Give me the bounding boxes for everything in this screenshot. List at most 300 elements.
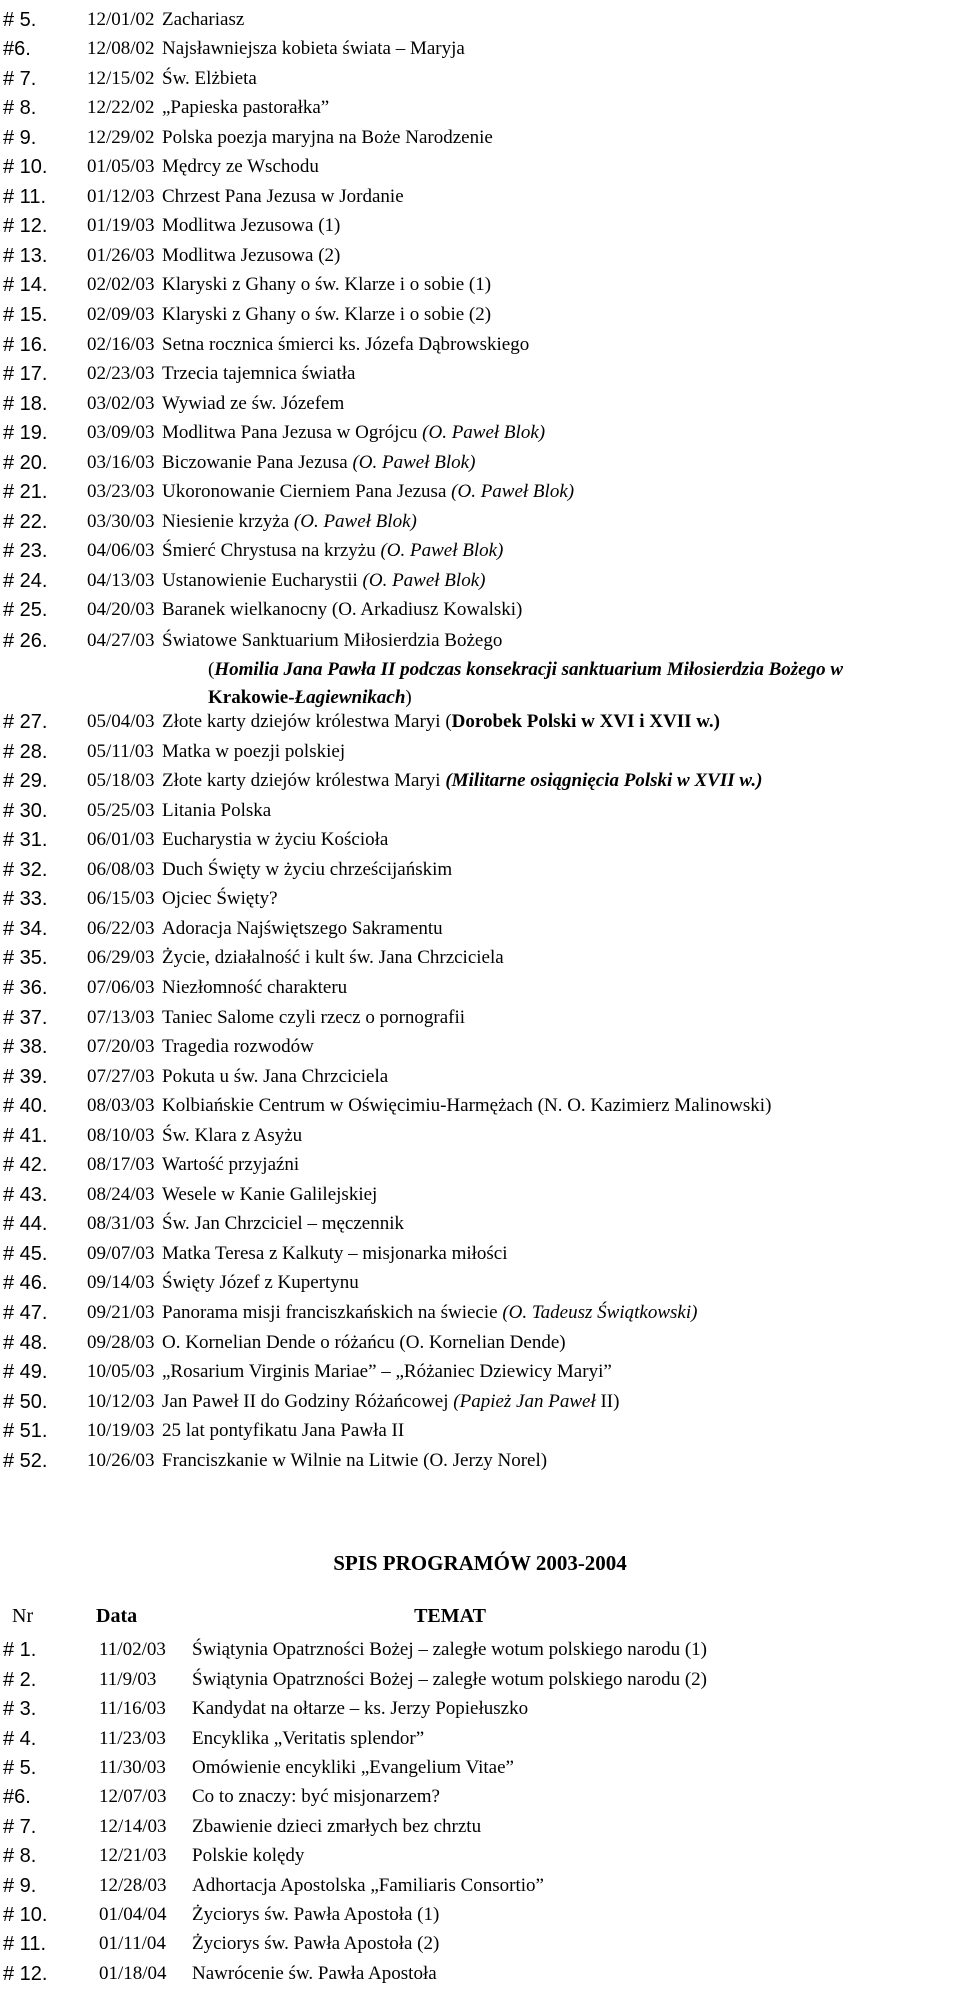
list-item [0, 1147, 960, 1177]
topic-segment: Trzecia tajemnica światła [162, 363, 356, 385]
episode-number: # 26. [3, 630, 48, 653]
episode-date: 05/04/03 [87, 711, 155, 733]
episode-date: 05/25/03 [87, 799, 155, 821]
episode-topic [162, 1361, 612, 1383]
topic-segment: Światowe Sanktuarium Miłosierdzia Bożego [162, 630, 503, 652]
episode-number: # 44. [3, 1213, 48, 1236]
episode-number: # 4. [3, 1727, 37, 1750]
list-item [0, 1294, 960, 1324]
topic-segment: Życie, działalność i kult św. Jana Chrzciciela [162, 947, 504, 969]
episode-date: 07/20/03 [87, 1036, 155, 1058]
episode-topic [162, 570, 485, 592]
episode-date: 06/22/03 [87, 917, 155, 939]
topic-segment: Matka w poezji polskiej [162, 740, 346, 762]
topic-segment: Polska poezja maryjna na Boże Narodzenie [162, 126, 493, 148]
episode-topic [162, 1184, 377, 1206]
topic-segment: Litania Polska [162, 799, 272, 821]
episode-topic [162, 1036, 314, 1058]
episode-topic: Nawrócenie św. Pawła Apostoła [192, 1962, 437, 1984]
episode-date: 06/29/03 [87, 947, 155, 969]
episode-topic: Zbawienie dzieci zmarłych bez chrztu [192, 1815, 482, 1837]
episode-topic: Życiorys św. Pawła Apostoła (1) [192, 1903, 440, 1925]
episode-topic [162, 770, 762, 792]
topic-segment: Homilia Jana Pawła II podczas konsekracji sanktuarium Miłosierdzia Bożego w [214, 659, 844, 681]
topic-segment: II) [600, 1390, 620, 1412]
episode-number: # 33. [3, 888, 48, 911]
episode-date: 12/08/02 [87, 38, 155, 60]
list-item [0, 1088, 960, 1118]
episode-number: # 12. [3, 215, 48, 238]
episode-topic [162, 97, 329, 119]
episode-date: 03/23/03 [87, 481, 155, 503]
list-item [0, 208, 960, 238]
episode-topic [162, 1332, 566, 1354]
episode-number: # 21. [3, 481, 48, 504]
episode-date: 12/01/02 [87, 8, 155, 30]
episode-number: # 23. [3, 540, 48, 563]
episode-number: # 3. [3, 1698, 37, 1721]
episode-number: # 29. [3, 770, 48, 793]
topic-segment: Mędrcy ze Wschodu [162, 156, 319, 178]
topic-segment: Eucharystia w życiu Kościoła [162, 829, 389, 851]
episode-topic [162, 829, 388, 851]
episode-number: # 38. [3, 1036, 48, 1059]
episode-number: # 32. [3, 858, 48, 881]
episode-number: # 2. [3, 1668, 37, 1691]
episode-topic: Świątynia Opatrzności Bożej – zaległe wotum polskiego narodu (1) [192, 1639, 707, 1661]
episode-topic [162, 452, 475, 474]
episode-topic [162, 1420, 404, 1442]
topic-segment: Jan Paweł II do Godziny Różańcowej [162, 1390, 454, 1412]
episode-topic: Adhortacja Apostolska „Familiaris Consortio” [192, 1874, 544, 1896]
episode-number: # 10. [3, 156, 48, 179]
episode-date: 05/11/03 [87, 740, 154, 762]
topic-segment: Śmierć Chrystusa na krzyżu [162, 540, 381, 562]
episode-date: 08/24/03 [87, 1183, 155, 1205]
episode-topic [162, 186, 404, 208]
episode-date: 12/29/02 [87, 126, 155, 148]
episode-topic: Życiorys św. Pawła Apostoła (2) [192, 1933, 440, 1955]
episode-date: 03/16/03 [87, 451, 155, 473]
list-item [0, 792, 960, 822]
episode-topic [162, 245, 340, 267]
topic-segment: Wartość przyjaźni [162, 1154, 300, 1176]
list-item [0, 533, 960, 563]
episode-number: # 52. [3, 1449, 48, 1472]
table-row [0, 1955, 960, 1984]
episode-date: 07/06/03 [87, 976, 155, 998]
episode-number: # 8. [3, 1845, 37, 1868]
episode-number: # 46. [3, 1272, 48, 1295]
table-row [0, 1720, 960, 1749]
episode-number: # 5. [3, 8, 37, 31]
episode-topic: Świątynia Opatrzności Bożej – zaległe wotum polskiego narodu (2) [192, 1668, 707, 1690]
episode-topic [162, 511, 417, 533]
episode-number: # 27. [3, 711, 48, 734]
episode-topic [162, 888, 278, 910]
episode-topic [162, 947, 504, 969]
episode-topic [162, 859, 452, 881]
episode-date: 01/18/04 [99, 1962, 167, 1984]
episode-topic [162, 481, 574, 503]
episode-number: # 34. [3, 917, 48, 940]
episode-number: # 17. [3, 363, 48, 386]
topic-segment: (O. Paweł Blok) [422, 422, 546, 444]
episode-date: 04/06/03 [87, 540, 155, 562]
table-row [0, 1867, 960, 1896]
table-row [0, 1661, 960, 1690]
table-row [0, 1691, 960, 1720]
topic-segment: Chrzest Pana Jezusa w Jordanie [162, 185, 404, 207]
episode-number: # 42. [3, 1154, 48, 1177]
episode-topic [162, 630, 843, 709]
episode-date: 02/09/03 [87, 304, 155, 326]
episode-number: # 20. [3, 451, 48, 474]
topic-segment: Pokuta u św. Jana Chrzciciela [162, 1065, 389, 1087]
list-item [0, 621, 960, 709]
episode-topic [162, 1243, 508, 1265]
episode-topic [162, 9, 244, 31]
table-row [0, 1808, 960, 1837]
table-row [0, 1750, 960, 1779]
list-item [0, 356, 960, 386]
episode-topic [162, 741, 345, 763]
topic-segment: Klaryski z Ghany o św. Klarze i o sobie (2) [162, 304, 492, 326]
episode-date: 12/07/03 [99, 1786, 167, 1808]
episode-number: # 25. [3, 599, 48, 622]
episode-number: # 39. [3, 1065, 48, 1088]
episode-number: # 35. [3, 947, 48, 970]
episode-number: # 28. [3, 740, 48, 763]
episode-date: 08/31/03 [87, 1213, 155, 1235]
episode-date: 04/20/03 [87, 599, 155, 621]
topic-segment: Św. Klara z Asyżu [162, 1124, 303, 1146]
list-item [0, 562, 960, 592]
episode-date: 03/02/03 [87, 392, 155, 414]
episode-topic [162, 38, 465, 60]
episode-number: # 47. [3, 1301, 48, 1324]
episode-date: 02/16/03 [87, 333, 155, 355]
topic-segment: Św. Elżbieta [162, 67, 257, 89]
episode-date: 12/21/03 [99, 1845, 167, 1867]
topic-segment: Franciszkanie w Wilnie na Litwie (O. Jerzy Norel) [162, 1449, 548, 1471]
list-item [0, 1206, 960, 1236]
episode-number: # 18. [3, 392, 48, 415]
episode-topic [162, 1302, 697, 1324]
list-item [0, 1354, 960, 1384]
episode-topic [162, 1154, 299, 1176]
program-list-2003-2004 [0, 1632, 960, 1985]
episode-number: # 37. [3, 1006, 48, 1029]
program-list-2002-2003 [0, 1, 960, 1472]
topic-segment: Tragedia rozwodów [162, 1036, 314, 1058]
episode-topic [162, 334, 529, 356]
list-item [0, 444, 960, 474]
topic-segment: Adoracja Najświętszego Sakramentu [162, 917, 443, 939]
list-item [0, 1324, 960, 1354]
episode-date: 03/30/03 [87, 510, 155, 532]
episode-number: # 48. [3, 1331, 48, 1354]
list-item [0, 1383, 960, 1413]
list-item [0, 267, 960, 297]
episode-number: # 31. [3, 829, 48, 852]
episode-topic [162, 1272, 359, 1294]
episode-topic [162, 1391, 619, 1413]
table-row [0, 1779, 960, 1808]
topic-segment: Złote karty dziejów królestwa Maryi [162, 770, 446, 792]
episode-number: # 45. [3, 1242, 48, 1265]
topic-segment: Modlitwa Pana Jezusa w Ogrójcu [162, 422, 423, 444]
episode-date: 12/15/02 [87, 67, 155, 89]
list-item [0, 592, 960, 622]
list-item [0, 503, 960, 533]
topic-segment: Setna rocznica śmierci ks. Józefa Dąbrowskiego [162, 333, 530, 355]
list-item [0, 1235, 960, 1265]
episode-number: # 1. [3, 1639, 37, 1662]
episode-date: 01/19/03 [87, 215, 155, 237]
episode-date: 09/28/03 [87, 1331, 155, 1353]
episode-date: 09/21/03 [87, 1301, 155, 1323]
episode-date: 01/04/04 [99, 1903, 167, 1925]
topic-segment: Wesele w Kanie Galilejskiej [162, 1183, 378, 1205]
episode-topic [162, 127, 493, 149]
list-item [0, 822, 960, 852]
list-item [0, 178, 960, 208]
episode-date: 12/22/02 [87, 97, 155, 119]
topic-segment: Duch Święty w życiu chrześcijańskim [162, 858, 453, 880]
topic-segment: Najsławniejsza kobieta świata – Maryja [162, 38, 465, 60]
episode-date: 12/28/03 [99, 1874, 167, 1896]
episode-number: #6. [3, 1786, 31, 1809]
topic-segment: ( [208, 659, 215, 681]
topic-segment: (O. Paweł Blok) [362, 569, 486, 591]
list-item [0, 1058, 960, 1088]
episode-date: 09/14/03 [87, 1272, 155, 1294]
episode-number: # 49. [3, 1361, 48, 1384]
list-item [0, 1442, 960, 1472]
topic-segment: Ojciec Święty? [162, 888, 278, 910]
topic-segment: ) [405, 687, 412, 709]
episode-number: # 11. [3, 185, 46, 208]
episode-number: # 51. [3, 1420, 48, 1443]
list-item [0, 851, 960, 881]
list-item [0, 881, 960, 911]
episode-number: # 8. [3, 97, 37, 120]
list-item [0, 385, 960, 415]
table-row [0, 1926, 960, 1955]
topic-segment: O. Kornelian Dende o różańcu (O. Kornelian Dende) [162, 1331, 566, 1353]
topic-segment: Niesienie krzyża [162, 510, 294, 532]
episode-topic [162, 711, 720, 733]
episode-number: # 19. [3, 422, 48, 445]
episode-date: 01/26/03 [87, 244, 155, 266]
table-row [0, 1632, 960, 1661]
episode-date: 01/05/03 [87, 156, 155, 178]
topic-segment: Modlitwa Jezusowa (1) [162, 215, 341, 237]
episode-date: 11/16/03 [99, 1698, 166, 1720]
topic-segment: Złote karty dziejów królestwa Maryi ( [162, 711, 452, 733]
episode-topic [162, 1066, 388, 1088]
episode-topic: Polskie kolędy [192, 1845, 305, 1867]
episode-number: # 22. [3, 510, 48, 533]
episode-topic [162, 274, 491, 296]
episode-topic [162, 1007, 465, 1029]
episode-number: # 41. [3, 1124, 48, 1147]
topic-segment: Św. Jan Chrzciciel – męczennik [162, 1213, 404, 1235]
episode-date: 06/08/03 [87, 858, 155, 880]
topic-segment: Łagiewnikach [294, 687, 406, 709]
list-item [0, 1265, 960, 1295]
episode-topic [162, 363, 355, 385]
topic-segment: „Rosarium Virginis Mariae” – „Różaniec Dziewicy Maryi” [162, 1361, 612, 1383]
table-row [0, 1897, 960, 1926]
topic-segment: (Militarne osiągnięcia Polski w XVII w.) [445, 770, 763, 792]
list-item [0, 90, 960, 120]
episode-topic [162, 977, 347, 999]
episode-number: # 11. [3, 1933, 46, 1956]
topic-segment: Niezłomność charakteru [162, 976, 348, 998]
topic-segment: (O. Paweł Blok) [352, 451, 476, 473]
topic-segment: (O. Tadeusz Świątkowski) [502, 1301, 698, 1323]
topic-segment: Panorama misji franciszkańskich na świecie [162, 1301, 503, 1323]
episode-date: 04/13/03 [87, 569, 155, 591]
episode-number: # 9. [3, 1874, 37, 1897]
topic-segment: Święty Józef z Kupertynu [162, 1272, 359, 1294]
list-item [0, 910, 960, 940]
topic-segment: Wywiad ze św. Józefem [162, 392, 345, 414]
episode-number: # 50. [3, 1390, 48, 1413]
topic-segment: Ukoronowanie Cierniem Pana Jezusa [162, 481, 452, 503]
topic-segment: Taniec Salome czyli rzecz o pornografii [162, 1006, 466, 1028]
episode-number: # 15. [3, 304, 48, 327]
episode-date: 02/02/03 [87, 274, 155, 296]
episode-date: 10/19/03 [87, 1420, 155, 1442]
header-nr: Nr [12, 1605, 34, 1627]
episode-date: 01/12/03 [87, 185, 155, 207]
episode-topic [162, 422, 545, 444]
topic-segment: (O. Paweł Blok) [380, 540, 504, 562]
episode-number: # 10. [3, 1903, 48, 1926]
episode-number: # 9. [3, 126, 37, 149]
episode-number: # 40. [3, 1095, 48, 1118]
episode-topic [162, 918, 443, 940]
episode-date: 11/23/03 [99, 1727, 166, 1749]
episode-topic [162, 304, 491, 326]
episode-date: 10/05/03 [87, 1361, 155, 1383]
topic-segment: Klaryski z Ghany o św. Klarze i o sobie (1) [162, 274, 492, 296]
episode-date: 09/07/03 [87, 1242, 155, 1264]
list-item [0, 296, 960, 326]
episode-number: # 12. [3, 1962, 48, 1985]
episode-number: # 5. [3, 1756, 37, 1779]
topic-segment: (Papież Jan Paweł [453, 1390, 601, 1412]
list-item [0, 1413, 960, 1443]
episode-date: 07/27/03 [87, 1065, 155, 1087]
episode-number: # 13. [3, 244, 48, 267]
topic-segment: Biczowanie Pana Jezusa [162, 451, 353, 473]
episode-number: # 14. [3, 274, 48, 297]
list-item [0, 326, 960, 356]
episode-date: 07/13/03 [87, 1006, 155, 1028]
episode-topic: Kandydat na ołtarze – ks. Jerzy Popiełuszko [192, 1698, 529, 1720]
episode-date: 06/15/03 [87, 888, 155, 910]
list-item [0, 474, 960, 504]
list-item [0, 1029, 960, 1059]
list-item [0, 149, 960, 179]
table-row [0, 1838, 960, 1867]
episode-number: #6. [3, 38, 31, 61]
episode-date: 10/12/03 [87, 1390, 155, 1412]
episode-date: 06/01/03 [87, 829, 155, 851]
episode-number: # 24. [3, 569, 48, 592]
topic-segment: 25 lat pontyfikatu Jana Pawła II [162, 1420, 405, 1442]
list-item [0, 999, 960, 1029]
list-item [0, 415, 960, 445]
topic-segment: Baranek wielkanocny (O. Arkadiusz Kowalski) [162, 599, 523, 621]
episode-number: # 7. [3, 1815, 37, 1838]
episode-topic [162, 156, 319, 178]
topic-segment: Kolbiańskie Centrum w Oświęcimiu-Harmężach (N. O. Kazimierz Malinowski) [162, 1095, 772, 1117]
episode-topic: Encyklika „Veritatis splendor” [192, 1727, 425, 1749]
episode-date: 11/02/03 [99, 1639, 166, 1661]
topic-segment: Ustanowienie Eucharystii [162, 569, 363, 591]
episode-topic: Co to znaczy: być misjonarzem? [192, 1786, 440, 1808]
topic-segment: Modlitwa Jezusowa (2) [162, 244, 341, 266]
episode-topic [162, 1125, 302, 1147]
list-item [0, 31, 960, 61]
episode-number: # 36. [3, 976, 48, 999]
episode-number: # 7. [3, 67, 37, 90]
episode-date: 08/17/03 [87, 1154, 155, 1176]
episode-topic [162, 215, 340, 237]
episode-date: 01/11/04 [99, 1933, 166, 1955]
topic-segment: Dorobek Polski w XVI i XVII w.) [451, 711, 720, 733]
header-date: Data [96, 1605, 138, 1627]
episode-topic [162, 1450, 547, 1472]
episode-topic [162, 1213, 404, 1235]
header-topic: TEMAT [414, 1605, 486, 1627]
topic-segment: „Papieska pastorałka” [162, 97, 330, 119]
episode-topic [162, 800, 271, 822]
topic-segment: Zachariasz [162, 8, 245, 30]
topic-segment: Krakowie- [208, 687, 295, 709]
list-item [0, 763, 960, 793]
episode-topic [162, 599, 522, 621]
episode-date: 03/09/03 [87, 422, 155, 444]
episode-date: 11/9/03 [99, 1668, 157, 1690]
episode-number: # 43. [3, 1183, 48, 1206]
list-item [0, 1, 960, 31]
episode-date: 08/03/03 [87, 1095, 155, 1117]
section-title: SPIS PROGRAMÓW 2003-2004 [333, 1551, 627, 1575]
topic-segment: Matka Teresa z Kalkuty – misjonarka miłości [162, 1242, 508, 1264]
episode-date: 10/26/03 [87, 1449, 155, 1471]
episode-topic [162, 1095, 771, 1117]
list-item [0, 119, 960, 149]
list-item [0, 1117, 960, 1147]
episode-date: 05/18/03 [87, 770, 155, 792]
list-item [0, 940, 960, 970]
episode-topic: Omówienie encykliki „Evangelium Vitae” [192, 1756, 514, 1778]
episode-number: # 30. [3, 799, 48, 822]
table-header [0, 1605, 960, 1628]
episode-date: 08/10/03 [87, 1124, 155, 1146]
topic-segment: (O. Paweł Blok) [293, 510, 417, 532]
topic-segment: (O. Paweł Blok) [451, 481, 575, 503]
episode-topic [162, 68, 257, 90]
episode-date: 12/14/03 [99, 1815, 167, 1837]
list-item [0, 733, 960, 763]
